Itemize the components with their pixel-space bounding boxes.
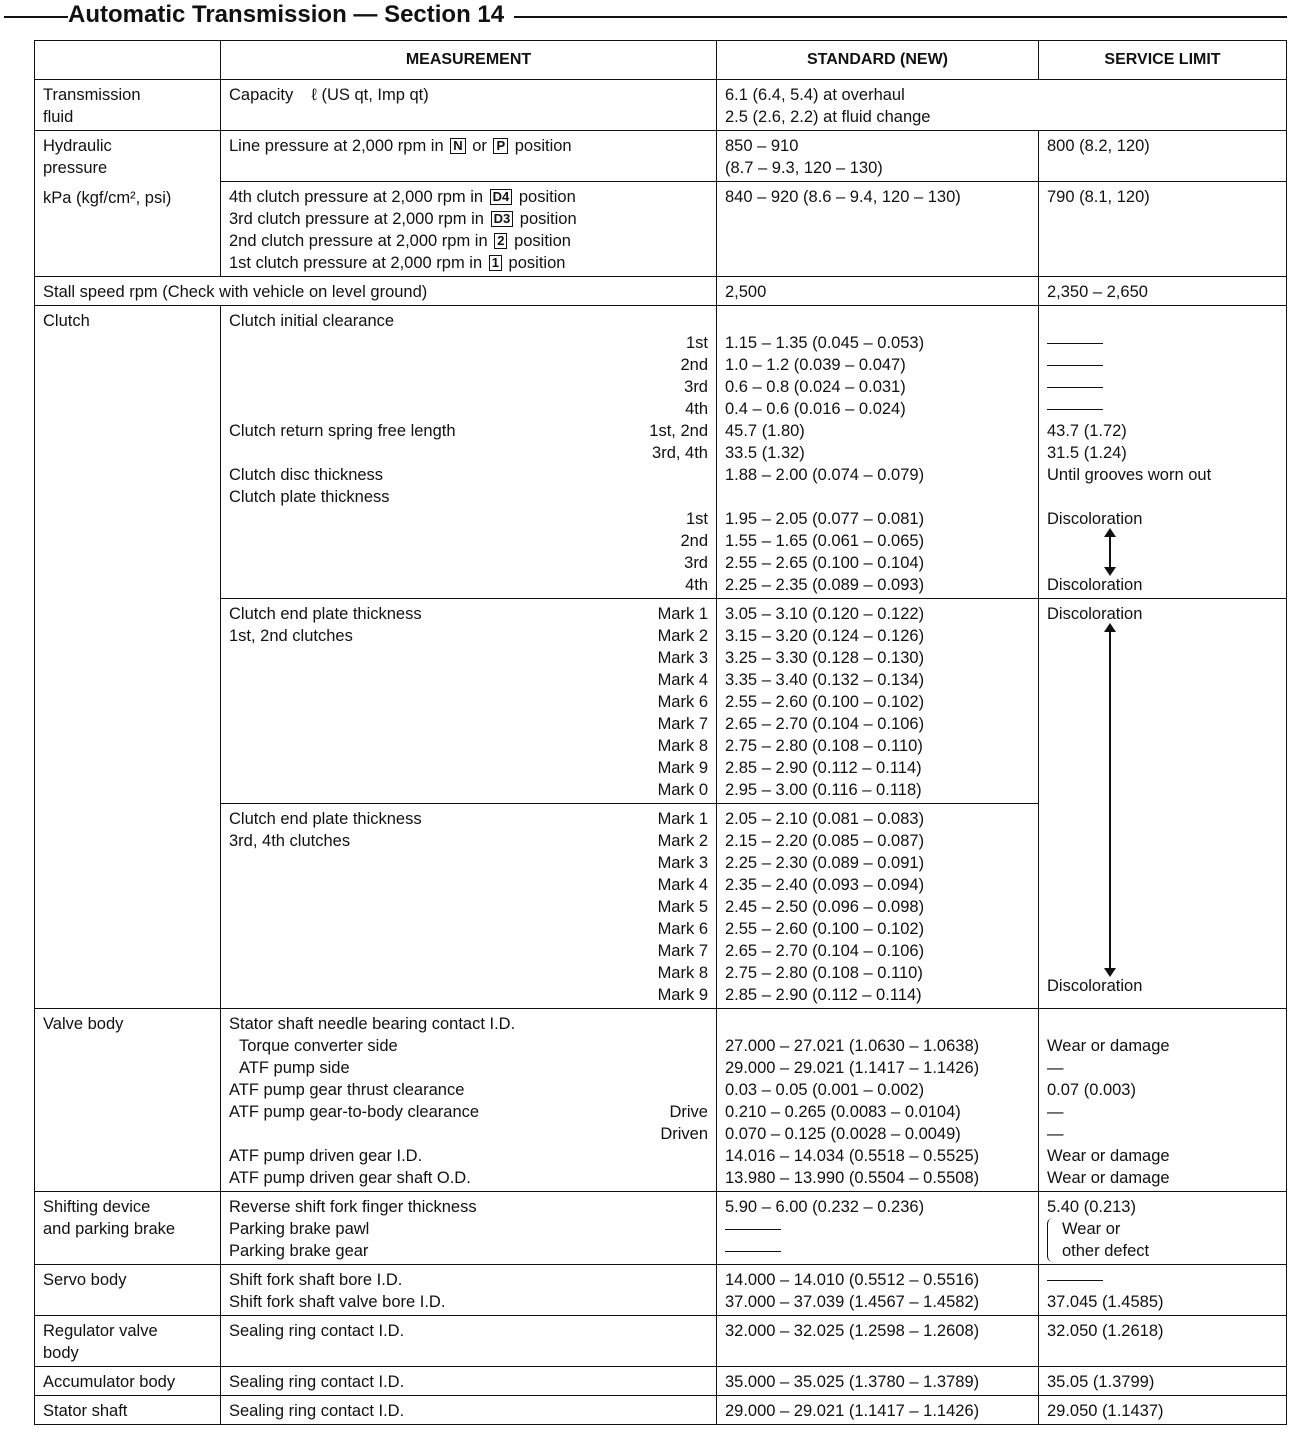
standard-cell: 2.05 – 2.10 (0.081 – 0.083) 2.15 – 2.20 (0.085 – 0.087) 2.25 – 2.30 (0.089 – 0.091) 2.35 – 2.40 (0.093 – 0.094) 2.45 – 2.50 (0.096 – 0.098) 2.55 – 2.60 (0.100 – 0.102) 2.65 – 2.70 (0.104 – 0.106) 2.75 – 2.80 (0.108 – 0.110) 2.85 – 2.90 (0.112 – 0.114): [717, 804, 1039, 1009]
dash-icon: [725, 1251, 781, 1252]
limit-cell: 5.40 (0.213) Wear or other defect: [1039, 1192, 1287, 1265]
row-servo-body: [35, 1265, 1287, 1316]
standard-cell: 32.000 – 32.025 (1.2598 – 1.2608): [717, 1316, 1039, 1367]
row-clutch-a: [35, 306, 1287, 599]
range-arrow-icon: [1047, 530, 1278, 574]
measurement-cell: Clutch initial clearance 1st 2nd 3rd 4th Clutch return spring free length 1st, 2nd 3rd, 4th Clutch disc thickness Clutch plate thickness 1st 2nd 3rd 4th: [221, 306, 717, 599]
measurement-cell: Capacity ℓ (US qt, Imp qt): [221, 80, 717, 131]
header-measurement: MEASUREMENT: [221, 41, 717, 80]
row-end-plate-12: [35, 599, 1287, 804]
row-stator-shaft: [35, 1396, 1287, 1425]
item-cell: Stator shaft: [35, 1396, 221, 1425]
spec-table: [34, 40, 1287, 1425]
item-cell: Shifting device and parking brake: [35, 1192, 221, 1265]
row-shifting-device: [35, 1192, 1287, 1265]
measurement-cell: Reverse shift fork finger thickness Parking brake pawl Parking brake gear: [221, 1192, 717, 1265]
standard-cell: 29.000 – 29.021 (1.1417 – 1.1426): [717, 1396, 1039, 1425]
standard-cell: 27.000 – 27.021 (1.0630 – 1.0638) 29.000 – 29.021 (1.1417 – 1.1426) 0.03 – 0.05 (0.001 – 0.002) 0.210 – 0.265 (0.0083 – 0.0104) 0.070 – 0.125 (0.0028 – 0.0049) 14.016 – 14.034 (0.5518 – 0.5525) 13.980 – 13.990 (0.5504 – 0.5508): [717, 1009, 1039, 1192]
limit-cell: 790 (8.1, 120): [1039, 182, 1287, 277]
standard-cell: 35.000 – 35.025 (1.3780 – 1.3789): [717, 1367, 1039, 1396]
position-box: 2: [494, 233, 507, 249]
limit-cell: 37.045 (1.4585): [1039, 1265, 1287, 1316]
position-box: 1: [489, 255, 502, 271]
header-limit: SERVICE LIMIT: [1039, 41, 1287, 80]
standard-cell: 2,500: [717, 277, 1039, 306]
row-fluid: [35, 80, 1287, 131]
measurement-cell: Clutch end plate thickness Mark 1 1st, 2nd clutches Mark 2 Mark 3 Mark 4 Mark 6 Mark 7 Mark 8 Mark 9 Mark 0: [221, 599, 717, 804]
standard-cell: 1.15 – 1.35 (0.045 – 0.053) 1.0 – 1.2 (0.039 – 0.047) 0.6 – 0.8 (0.024 – 0.031) 0.4 – 0.6 (0.016 – 0.024) 45.7 (1.80) 33.5 (1.32) 1.88 – 2.00 (0.074 – 0.079) 1.95 – 2.05 (0.077 – 0.081) 1.55 – 1.65 (0.061 – 0.065) 2.55 – 2.65 (0.100 – 0.104) 2.25 – 2.35 (0.089 – 0.093): [717, 306, 1039, 599]
dash-icon: [1047, 387, 1103, 388]
page-title: Automatic Transmission — Section 14: [68, 0, 514, 30]
brace-icon: [1047, 1218, 1056, 1262]
limit-cell: Wear or damage — 0.07 (0.003) — — Wear or damage Wear or damage: [1039, 1009, 1287, 1192]
limit-cell: 800 (8.2, 120): [1039, 131, 1287, 182]
measurement-cell: Line pressure at 2,000 rpm in N or P position: [221, 131, 717, 182]
item-cell: Servo body: [35, 1265, 221, 1316]
limit-cell: Discoloration Discoloration: [1039, 599, 1287, 1009]
standard-cell: 5.90 – 6.00 (0.232 – 0.236): [717, 1192, 1039, 1265]
position-box: D3: [491, 211, 514, 227]
row-valve-body: [35, 1009, 1287, 1192]
limit-cell: 32.050 (1.2618): [1039, 1316, 1287, 1367]
standard-cell: 14.000 – 14.010 (0.5512 – 0.5516) 37.000 – 37.039 (1.4567 – 1.4582): [717, 1265, 1039, 1316]
item-cell: Regulator valve body: [35, 1316, 221, 1367]
measurement-cell: Sealing ring contact I.D.: [221, 1367, 717, 1396]
measurement-cell: Stator shaft needle bearing contact I.D. Torque converter side ATF pump side ATF pump gear thrust clearance ATF pump gear-to-body clearance Drive Driven ATF pump driven gear I.D. ATF pump driven gear shaft O.D.: [221, 1009, 717, 1192]
item-cell: Valve body: [35, 1009, 221, 1192]
header-blank: [35, 41, 221, 80]
measurement-cell: Sealing ring contact I.D.: [221, 1316, 717, 1367]
standard-cell: 840 – 920 (8.6 – 9.4, 120 – 130): [717, 182, 1039, 277]
position-box: D4: [490, 189, 513, 205]
row-stall-speed: [35, 277, 1287, 306]
row-line-pressure: [35, 131, 1287, 182]
limit-cell: 29.050 (1.1437): [1039, 1396, 1287, 1425]
standard-cell: 6.1 (6.4, 5.4) at overhaul 2.5 (2.6, 2.2) at fluid change: [717, 80, 1287, 131]
item-cell: Accumulator body: [35, 1367, 221, 1396]
measurement-cell: Sealing ring contact I.D.: [221, 1396, 717, 1425]
position-box: P: [493, 138, 508, 154]
header-row: [35, 41, 1287, 80]
dash-icon: [725, 1229, 781, 1230]
position-box: N: [450, 138, 465, 154]
dash-icon: [1047, 1280, 1103, 1281]
standard-cell: 3.05 – 3.10 (0.120 – 0.122) 3.15 – 3.20 (0.124 – 0.126) 3.25 – 3.30 (0.128 – 0.130) 3.35 – 3.40 (0.132 – 0.134) 2.55 – 2.60 (0.100 – 0.102) 2.65 – 2.70 (0.104 – 0.106) 2.75 – 2.80 (0.108 – 0.110) 2.85 – 2.90 (0.112 – 0.114) 2.95 – 3.00 (0.116 – 0.118): [717, 599, 1039, 804]
dash-icon: [1047, 343, 1103, 344]
row-regulator-valve: [35, 1316, 1287, 1367]
item-cell: Hydraulic pressure kPa (kgf/cm², psi): [35, 131, 221, 277]
item-cell: Clutch: [35, 306, 221, 1009]
limit-cell: 2,350 – 2,650: [1039, 277, 1287, 306]
limit-cell: 35.05 (1.3799): [1039, 1367, 1287, 1396]
item-cell: Transmission fluid: [35, 80, 221, 131]
dash-icon: [1047, 365, 1103, 366]
measurement-cell: 4th clutch pressure at 2,000 rpm in D4 position 3rd clutch pressure at 2,000 rpm in D3 position 2nd clutch pressure at 2,000 rpm in 2 position 1st clutch pressure at 2,000 rpm in 1 position: [221, 182, 717, 277]
standard-cell: 850 – 910 (8.7 – 9.3, 120 – 130): [717, 131, 1039, 182]
range-arrow-icon: [1047, 625, 1278, 975]
row-clutch-pressure: [35, 182, 1287, 277]
measurement-cell: Clutch end plate thickness Mark 1 3rd, 4th clutches Mark 2 Mark 3 Mark 4 Mark 5 Mark 6 Mark 7 Mark 8 Mark 9: [221, 804, 717, 1009]
dash-icon: [1047, 409, 1103, 410]
row-accumulator: [35, 1367, 1287, 1396]
measurement-cell: Shift fork shaft bore I.D. Shift fork shaft valve bore I.D.: [221, 1265, 717, 1316]
item-cell: Stall speed rpm (Check with vehicle on level ground): [35, 277, 717, 306]
header-standard: STANDARD (NEW): [717, 41, 1039, 80]
limit-cell: 43.7 (1.72) 31.5 (1.24) Until grooves worn out Discoloration Discoloration: [1039, 306, 1287, 599]
